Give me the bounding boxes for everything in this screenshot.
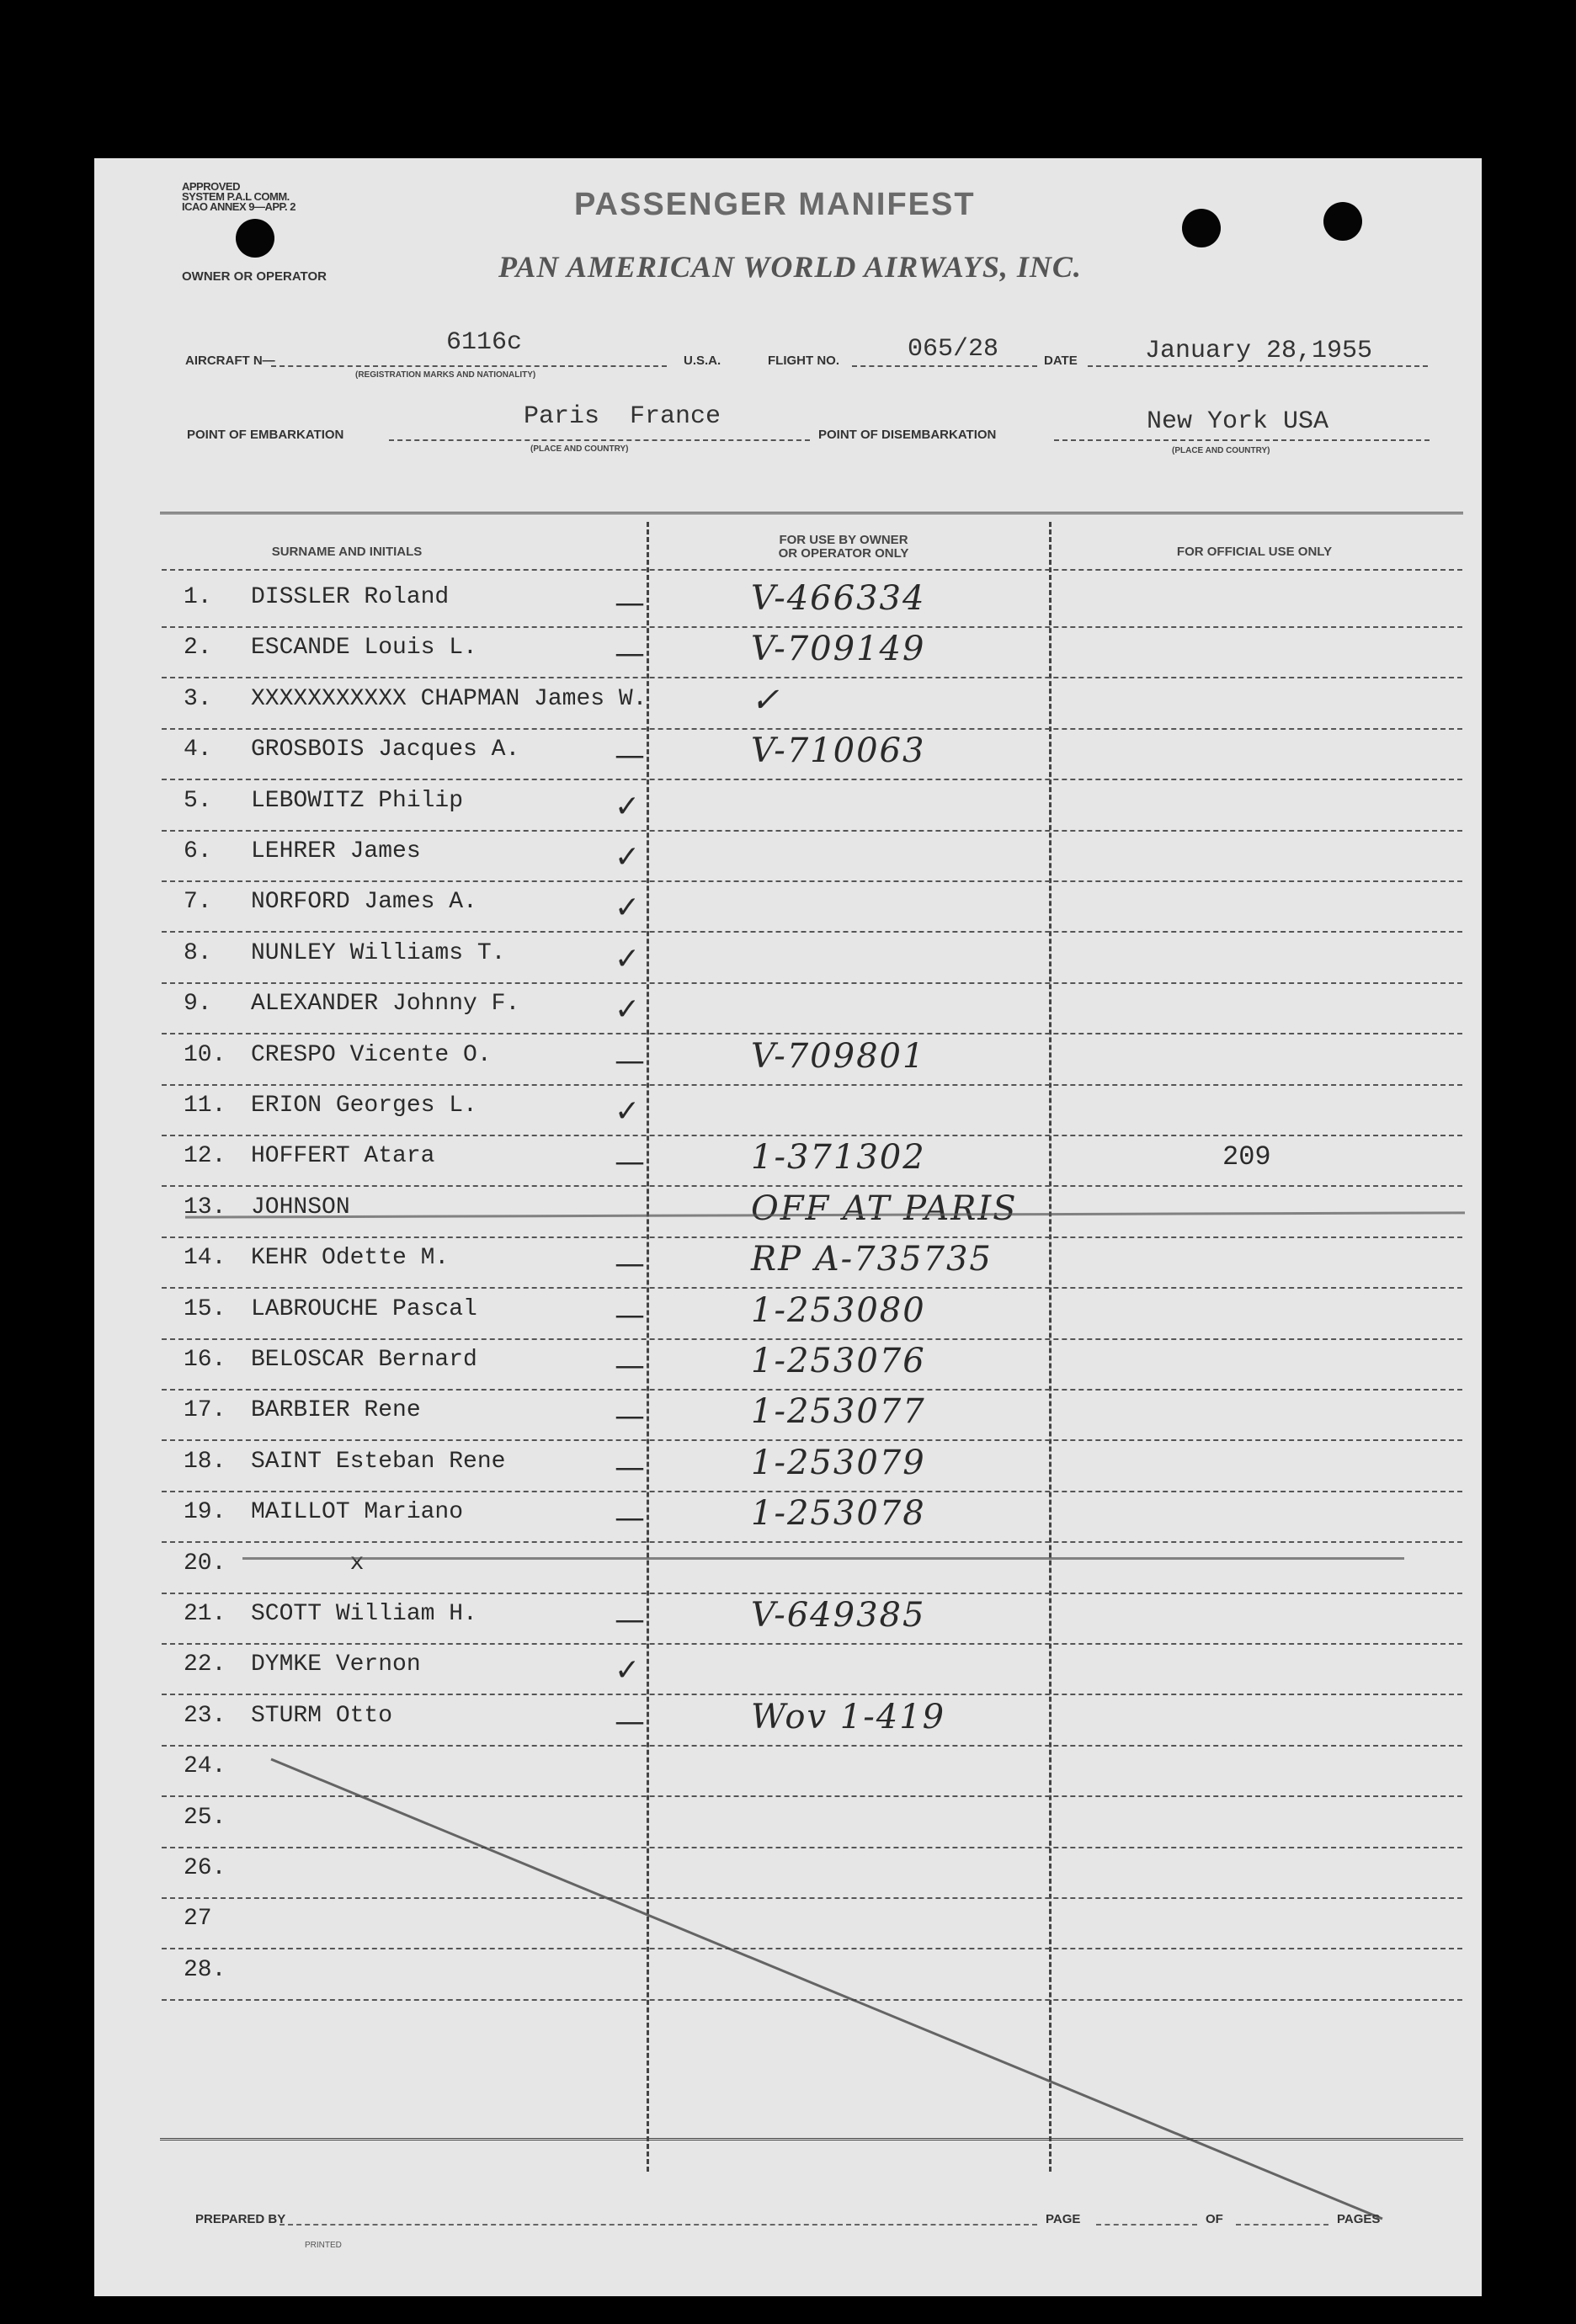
checkmark: —: [615, 1247, 645, 1282]
passenger-name: SCOTT William H.: [251, 1601, 477, 1627]
ticket-number: 1-253077: [751, 1392, 926, 1432]
ticket-number: 1-253078: [751, 1494, 926, 1534]
row-number: 9.: [184, 991, 212, 1018]
checkmark: ✓: [615, 789, 641, 824]
row-number: 2.: [184, 635, 212, 662]
col-owner-header: FOR USE BY OWNER OR OPERATOR ONLY: [778, 533, 909, 561]
checkmark: —: [615, 1501, 645, 1536]
checkmark: ✓: [615, 891, 641, 926]
passenger-name: x: [251, 1550, 365, 1577]
passenger-name: DYMKE Vernon: [251, 1651, 421, 1678]
col-surname-header: SURNAME AND INITIALS: [271, 545, 423, 559]
ticket-number: RP A-735735: [751, 1240, 993, 1279]
passenger-name: JOHNSON: [251, 1194, 350, 1220]
flight-no-value: 065/28: [908, 335, 999, 364]
passenger-name: DISSLER Roland: [251, 584, 450, 610]
row-number: 27: [184, 1906, 212, 1933]
prepared-by-label: PREPARED BY: [195, 2212, 286, 2226]
passenger-name: MAILLOT Mariano: [251, 1499, 464, 1526]
of-line: [1236, 2224, 1328, 2226]
disembarkation-label: POINT OF DISEMBARKATION: [818, 428, 997, 442]
checkmark: —: [615, 636, 645, 672]
cancel-diagonal: [94, 158, 1482, 2296]
disembarkation-value: New York USA: [1147, 407, 1329, 436]
passenger-name: CRESPO Vicente O.: [251, 1041, 492, 1068]
checkmark: ✓: [615, 992, 641, 1028]
checkmark: —: [615, 1603, 645, 1637]
row-number: 5.: [184, 787, 212, 814]
ticket-number: V-649385: [751, 1596, 926, 1635]
official-note: 209: [1222, 1141, 1271, 1173]
checkmark: —: [615, 1348, 645, 1383]
passenger-name: BELOSCAR Bernard: [251, 1347, 477, 1373]
ticket-number: OFF AT PARIS: [751, 1189, 1018, 1228]
row-number: 6.: [184, 838, 212, 864]
passenger-name: NUNLEY Williams T.: [251, 939, 506, 966]
operator-name: PAN AMERICAN WORLD AIRWAYS, INC.: [498, 250, 1082, 284]
row-number: 14.: [184, 1245, 226, 1272]
embarkation-sub: (PLACE AND COUNTRY): [530, 444, 629, 454]
row-number: 11.: [184, 1093, 226, 1119]
row-number: 8.: [184, 939, 212, 966]
passenger-name: LABROUCHE Pascal: [251, 1295, 477, 1322]
row-number: 16.: [184, 1347, 226, 1373]
checkmark: ✓: [615, 1653, 641, 1688]
checkmark: —: [615, 1145, 645, 1180]
approval-note: APPROVED SYSTEM P.A.L COMM. ICAO ANNEX 9—APP. 2: [182, 180, 296, 213]
date-value: January 28,1955: [1145, 337, 1373, 365]
registration-sub: (REGISTRATION MARKS AND NATIONALITY): [355, 370, 536, 380]
passenger-name: HOFFERT Atara: [251, 1143, 435, 1170]
ticket-number: V-466334: [751, 579, 926, 618]
embarkation-label: POINT OF EMBARKATION: [187, 428, 344, 442]
page-label: PAGE: [1046, 2212, 1081, 2226]
checkmark: —: [615, 1297, 645, 1332]
ticket-number: 1-371302: [751, 1138, 926, 1178]
passenger-name: LEBOWITZ Philip: [251, 787, 464, 814]
row-number: 24.: [184, 1753, 226, 1780]
embarkation-value: Paris France: [524, 402, 721, 431]
row-number: 4.: [184, 737, 212, 763]
col-official-header: FOR OFFICIAL USE ONLY: [1176, 545, 1333, 559]
row-number: 21.: [184, 1601, 226, 1627]
passenger-name: LEHRER James: [251, 838, 421, 864]
checkmark: ✓: [615, 1094, 641, 1129]
ticket-number: 1-253080: [751, 1290, 926, 1330]
row-number: 20.: [184, 1550, 226, 1577]
passenger-name: ESCANDE Louis L.: [251, 635, 477, 662]
date-label: DATE: [1044, 354, 1078, 368]
passenger-name: ERION Georges L.: [251, 1093, 477, 1119]
row-number: 26.: [184, 1855, 226, 1881]
page-line: [1096, 2224, 1197, 2226]
checkmark: ✓: [615, 941, 641, 976]
checkmark: —: [615, 1704, 645, 1739]
passenger-name: XXXXXXXXXXX CHAPMAN James W.: [251, 685, 647, 712]
row-number: 3.: [184, 685, 212, 712]
passenger-name: ALEXANDER Johnny F.: [251, 991, 520, 1018]
row-number: 13.: [184, 1194, 226, 1220]
row-number: 12.: [184, 1143, 226, 1170]
row-number: 19.: [184, 1499, 226, 1526]
row-number: 7.: [184, 889, 212, 916]
flight-no-label: FLIGHT NO.: [768, 354, 839, 368]
usa-label: U.S.A.: [684, 354, 721, 368]
ticket-number: V-709801: [751, 1036, 926, 1076]
passenger-name: NORFORD James A.: [251, 889, 477, 916]
ticket-number: V-710063: [751, 731, 926, 771]
ticket-number: 1-253079: [751, 1443, 926, 1482]
checkmark: ✓: [615, 840, 641, 875]
row-number: 28.: [184, 1956, 226, 1983]
printer-stamp: PRINTED: [305, 2241, 342, 2250]
passenger-name: BARBIER Rene: [251, 1397, 421, 1424]
row-number: 15.: [184, 1295, 226, 1322]
checkmark: —: [615, 1043, 645, 1078]
checkmark: —: [615, 738, 645, 774]
passenger-name: GROSBOIS Jacques A.: [251, 737, 520, 763]
page-title: PASSENGER MANIFEST: [574, 187, 976, 222]
ticket-number: V-709149: [751, 630, 926, 669]
ticket-number: 1-253076: [751, 1342, 926, 1380]
prepared-by-line: [280, 2224, 1037, 2226]
passenger-name: SAINT Esteban Rene: [251, 1448, 506, 1475]
row-number: 17.: [184, 1397, 226, 1424]
manifest-page: [94, 158, 1482, 2296]
disembarkation-sub: (PLACE AND COUNTRY): [1172, 446, 1270, 455]
aircraft-label: AIRCRAFT N—: [185, 354, 275, 368]
pages-label: PAGES: [1337, 2212, 1381, 2226]
passenger-name: STURM Otto: [251, 1702, 393, 1729]
ticket-number: ✓: [751, 680, 781, 720]
row-number: 22.: [184, 1651, 226, 1678]
checkmark: —: [615, 586, 645, 620]
table-bottom-rule: [160, 2138, 1463, 2141]
row-number: 23.: [184, 1702, 226, 1729]
checkmark: —: [615, 1399, 645, 1434]
row-number: 1.: [184, 584, 212, 610]
aircraft-value: 6116c: [446, 328, 523, 357]
passenger-name: KEHR Odette M.: [251, 1245, 450, 1272]
of-label: OF: [1206, 2212, 1223, 2226]
owner-operator-label: OWNER OR OPERATOR: [182, 269, 327, 284]
checkmark: —: [615, 1449, 645, 1485]
row-number: 25.: [184, 1804, 226, 1831]
ticket-number: Wov 1-419: [751, 1697, 946, 1736]
row-number: 10.: [184, 1041, 226, 1068]
row-number: 18.: [184, 1448, 226, 1475]
